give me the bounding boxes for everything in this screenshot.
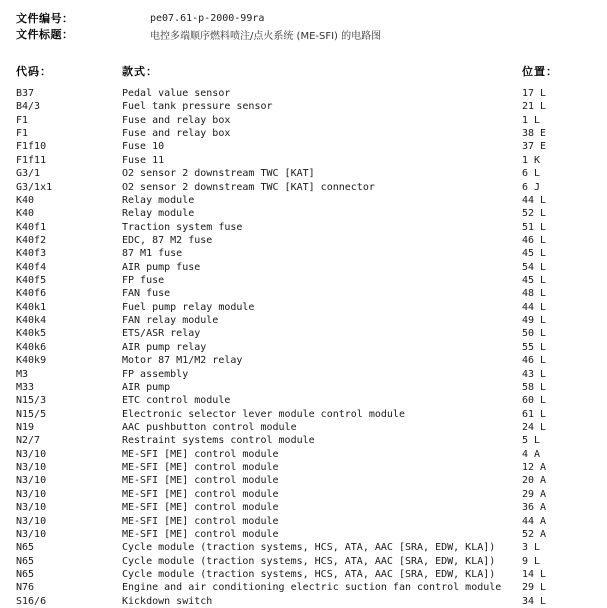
table-row [0,87,607,100]
component-position: 38 E [522,128,547,140]
component-description: FAN fuse [122,288,171,300]
table-row [0,234,607,247]
component-code: N3/10 [16,488,47,500]
component-position: 46 L [522,355,547,367]
component-position: 5 L [522,435,541,447]
component-position: 44 L [522,194,547,206]
component-code: N3/10 [16,528,47,540]
component-position: 6 L [522,168,541,180]
table-row [0,381,607,394]
component-position: 4 A [522,448,541,460]
table-row [0,194,607,207]
component-position: 20 A [522,475,547,487]
component-description: Motor 87 M1/M2 relay [122,355,243,367]
table-row [0,474,607,487]
component-position: 44 L [522,301,547,313]
component-description: O2 sensor 2 downstream TWC [KAT] [122,168,315,180]
component-position: 50 L [522,328,547,340]
component-position: 1 K [522,154,541,166]
component-description: Fuse 10 [122,141,165,153]
component-description: Pedal value sensor [122,88,231,99]
component-position: 54 L [522,261,547,273]
component-description: Fuel tank pressure sensor [122,101,273,113]
table-row [0,327,607,340]
component-position: 51 L [522,221,547,233]
column-header-model: 款式： [122,65,158,78]
component-description: 87 M1 fuse [122,248,183,260]
table-row [0,434,607,447]
component-description: Fuel pump relay module [122,301,255,313]
file-title-row [16,27,381,41]
component-description: Fuse and relay box [122,128,231,140]
component-code: N65 [16,555,35,567]
table-row [0,181,607,194]
component-description: ME-SFI [ME] control module [122,515,279,527]
table-row [0,274,607,287]
component-description: AIR pump relay [122,341,207,353]
component-code: N3/10 [16,448,47,460]
component-description: O2 sensor 2 downstream TWC [KAT] connector [122,181,375,193]
table-row [0,421,607,434]
table-row [0,501,607,514]
component-description: Electronic selector lever module control module [122,408,405,420]
component-code: B4/3 [16,101,41,113]
table-row [0,408,607,421]
component-code: M3 [16,368,29,380]
component-code: F1 [16,128,29,140]
component-code: S16/6 [16,595,47,607]
component-code: G3/1 [16,168,41,180]
table-row [0,448,607,461]
table-row [0,100,607,113]
file-number-label: 文件编号： [16,12,74,25]
component-code: N76 [16,582,35,594]
component-code: N15/3 [16,395,47,407]
component-code: K40f4 [16,261,47,273]
component-description: Cycle module (traction systems, HCS, ATA, AAC [SRA, EDW, KLA]) [122,568,496,580]
file-title-label: 文件标题： [16,28,74,41]
component-description: Relay module [122,194,195,206]
component-position: 60 L [522,395,547,407]
table-row [0,461,607,474]
component-position: 14 L [522,568,547,580]
component-code: F1 [16,114,29,126]
component-description: ETS/ASR relay [122,328,201,340]
table-row [0,528,607,541]
component-code: K40k5 [16,328,47,340]
table-row [0,541,607,554]
component-position: 49 L [522,315,547,327]
component-description: AIR pump [122,381,171,393]
component-description: FP assembly [122,368,189,380]
table-row [0,261,607,274]
component-description: Fuse and relay box [122,114,231,126]
table-row [0,114,607,127]
component-code: K40f6 [16,288,47,300]
component-position: 34 L [522,595,547,607]
table-row [0,368,607,381]
component-position: 45 L [522,248,547,260]
component-description: FP fuse [122,275,165,287]
component-position: 17 L [522,88,547,99]
component-code: F1f10 [16,141,47,153]
table-row [0,154,607,167]
component-position: 6 J [522,181,541,193]
component-description: AIR pump fuse [122,261,201,273]
component-code: K40f3 [16,248,47,260]
component-code: K40f2 [16,234,47,246]
component-code: G3/1x1 [16,181,53,193]
component-description: Traction system fuse [122,221,243,233]
component-code: N3/10 [16,462,47,474]
component-position: 12 A [522,462,547,474]
component-description: Restraint systems control module [122,435,315,447]
component-code: N65 [16,542,35,554]
component-position: 45 L [522,275,547,287]
component-description: ETC control module [122,395,231,407]
table-row [0,515,607,528]
component-code: F1f11 [16,154,47,166]
component-code: N3/10 [16,502,47,514]
component-position: 58 L [522,381,547,393]
table-row [0,221,607,234]
file-number-row [16,11,264,25]
component-position: 29 L [522,582,547,594]
component-position: 43 L [522,368,547,380]
table-row [0,394,607,407]
component-code: K40k4 [16,315,47,327]
component-description: ME-SFI [ME] control module [122,502,279,514]
table-row [0,555,607,568]
table-row [0,314,607,327]
component-code: K40f5 [16,275,47,287]
component-code: K40f1 [16,221,47,233]
component-description: ME-SFI [ME] control module [122,528,279,540]
table-row [0,341,607,354]
table-row [0,488,607,501]
component-position: 46 L [522,234,547,246]
table-row [0,301,607,314]
component-description: Fuse 11 [122,154,165,166]
table-row [0,287,607,300]
table-row [0,167,607,180]
component-code: K40 [16,194,35,206]
column-header-position: 位置： [522,65,558,78]
component-description: Cycle module (traction systems, HCS, ATA, AAC [SRA, EDW, KLA]) [122,542,496,554]
component-position: 21 L [522,101,547,113]
component-position: 55 L [522,341,547,353]
component-code: N15/5 [16,408,47,420]
component-position: 1 L [522,114,541,126]
component-description: ME-SFI [ME] control module [122,462,279,474]
component-code: K40k9 [16,355,47,367]
component-description: Cycle module (traction systems, HCS, ATA, AAC [SRA, EDW, KLA]) [122,555,496,567]
table-row [0,581,607,594]
component-code: N3/10 [16,475,47,487]
component-description: FAN relay module [122,315,219,327]
component-code: K40k1 [16,301,47,313]
file-number-value: pe07.61-p-2000-99ra [150,12,265,24]
component-description: Kickdown switch [122,595,213,607]
component-code: K40k6 [16,341,47,353]
component-code: M33 [16,381,35,393]
file-title-value: 电控多端顺序燃料喷注/点火系统 (ME-SFI) 的电路图 [150,30,382,42]
component-description: Relay module [122,208,195,220]
table-row [0,354,607,367]
component-position: 52 L [522,208,547,220]
component-description: AAC pushbutton control module [122,421,297,433]
table-row [0,140,607,153]
table-row [0,127,607,140]
component-position: 37 E [522,141,547,153]
component-code: K40 [16,208,35,220]
component-description: EDC, 87 M2 fuse [122,234,213,246]
component-position: 3 L [522,542,541,554]
column-header-code: 代码： [16,65,52,78]
component-code: N65 [16,568,35,580]
component-description: Engine and air conditioning electric suction fan control module [122,582,502,594]
component-code: N2/7 [16,435,41,447]
component-position: 61 L [522,408,547,420]
component-position: 29 A [522,488,547,500]
table-row [0,207,607,220]
component-list [0,87,607,608]
component-description: ME-SFI [ME] control module [122,488,279,500]
component-code: B37 [16,88,35,99]
component-position: 52 A [522,528,547,540]
component-description: ME-SFI [ME] control module [122,448,279,460]
component-position: 24 L [522,421,547,433]
table-row [0,247,607,260]
component-code: N3/10 [16,515,47,527]
component-code: N19 [16,421,35,433]
component-position: 36 A [522,502,547,514]
component-position: 9 L [522,555,541,567]
component-position: 48 L [522,288,547,300]
component-position: 44 A [522,515,547,527]
table-row [0,568,607,581]
component-description: ME-SFI [ME] control module [122,475,279,487]
